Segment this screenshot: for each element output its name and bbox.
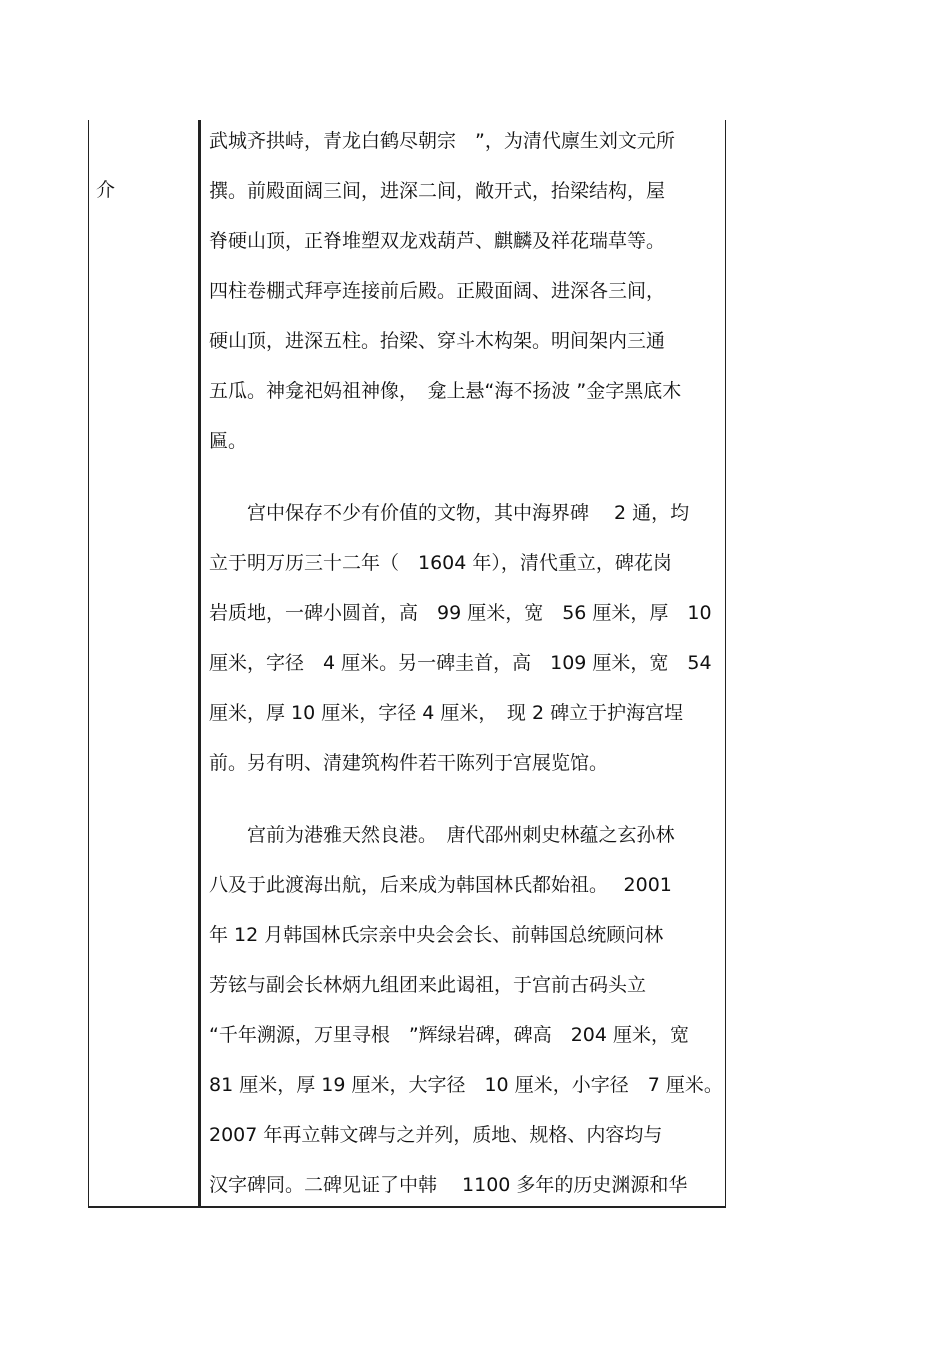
table-right-border (725, 120, 726, 1208)
text-line: 匾。 (209, 430, 248, 452)
text-line: 武城齐拱峙，青龙白鹤尽朝宗 ”，为清代廪生刘文元所 (209, 130, 675, 152)
text-line: 厘米，厚 10 厘米，字径 4 厘米， 现 2 碑立于护海宫埕 (209, 702, 684, 724)
text-line: 前。另有明、清建筑构件若干陈列于宫展览馆。 (209, 752, 609, 774)
text-line: 八及于此渡海出航，后来成为韩国林氏都始祖。 2001 (209, 874, 672, 896)
text-line: 宫前为港雅天然良港。 唐代邵州刺史林蕴之玄孙林 (209, 824, 675, 846)
text-line: 岩质地，一碑小圆首，高 99 厘米，宽 56 厘米，厚 10 (209, 602, 712, 624)
text-line: 汉字碑同。二碑见证了中韩 1100 多年的历史渊源和华 (209, 1174, 688, 1196)
text-line: 硬山顶，进深五柱。抬梁、穿斗木构架。明间架内三通 (209, 330, 666, 352)
table-column-divider (198, 120, 201, 1208)
text-line: 脊硬山顶，正脊堆塑双龙戏葫芦、麒麟及祥花瑞草等。 (209, 230, 666, 252)
text-line: 81 厘米，厚 19 厘米，大字径 10 厘米，小字径 7 厘米。 (209, 1074, 723, 1096)
text-line: 五瓜。神龛祀妈祖神像， 龛上悬“海不扬波 ”金字黑底木 (209, 380, 682, 402)
row-label: 介 (96, 179, 116, 201)
text-line: “千年溯源，万里寻根 ”辉绿岩碑，碑高 204 厘米，宽 (209, 1024, 689, 1046)
text-line: 撰。前殿面阔三间，进深二间，敞开式，抬梁结构，屋 (209, 180, 666, 202)
text-line: 宫中保存不少有价值的文物，其中海界碑 2 通，均 (209, 502, 690, 524)
table-bottom-border (88, 1206, 726, 1208)
text-line: 芳铉与副会长林炳九组团来此谒祖，于宫前古码头立 (209, 974, 647, 996)
text-line: 四柱卷棚式拜亭连接前后殿。正殿面阔、进深各三间， (209, 280, 666, 302)
table-left-border (88, 120, 89, 1208)
text-line: 立于明万历三十二年（ 1604 年），清代重立，碑花岗 (209, 552, 672, 574)
text-line: 厘米，字径 4 厘米。另一碑圭首，高 109 厘米，宽 54 (209, 652, 712, 674)
text-line: 年 12 月韩国林氏宗亲中央会会长、前韩国总统顾问林 (209, 924, 664, 946)
text-line: 2007 年再立韩文碑与之并列，质地、规格、内容均与 (209, 1124, 663, 1146)
